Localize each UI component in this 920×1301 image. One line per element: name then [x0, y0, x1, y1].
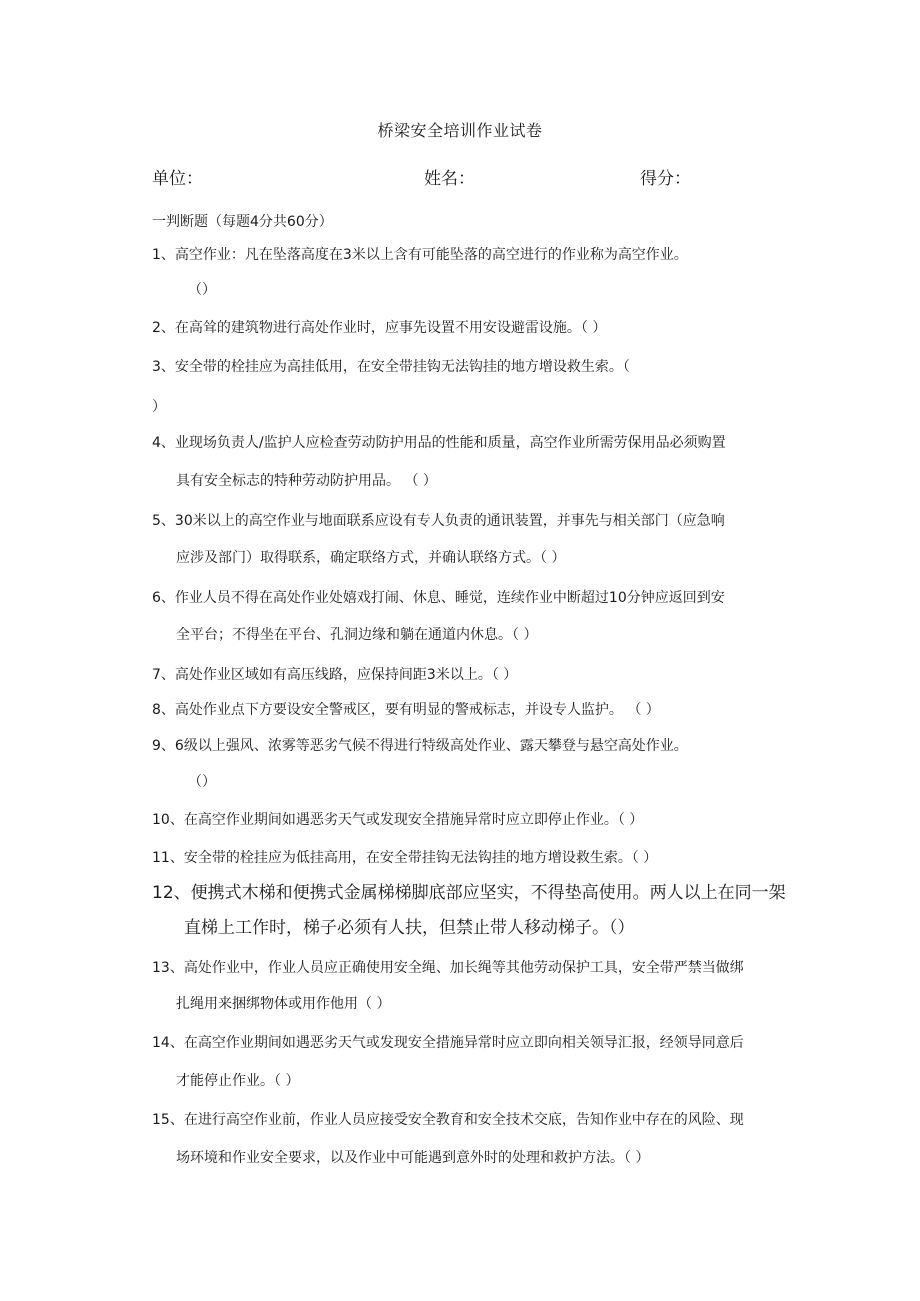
question-12-cont: 直梯上工作时，梯子必须有人扶，但禁止带人移动梯子。（）	[184, 918, 635, 938]
name-label: 姓名：	[424, 169, 475, 189]
question-1: 1、高空作业：凡在坠落高度在3米以上含有可能坠落的高空进行的作业称为高空作业。	[152, 247, 688, 263]
question-8: 8、高处作业点下方要设安全警戒区，要有明显的警戒标志，并设专人监护。 （ ）	[152, 702, 660, 718]
question-3-answer: ）	[152, 399, 166, 415]
question-3: 3、安全带的栓挂应为高挂低用，在安全带挂钩无法钩挂的地方增设救生索。（	[152, 359, 630, 375]
unit-label: 单位：	[152, 169, 203, 189]
question-15: 15、在进行高空作业前，作业人员应接受安全教育和安全技术交底，告知作业中存在的风险、现	[152, 1112, 744, 1128]
question-11: 11、安全带的栓挂应为低挂高用，在安全带挂钩无法钩挂的地方增设救生索。（ ）	[152, 850, 658, 866]
question-12: 12、便携式木梯和便携式金属梯梯脚底部应坚实，不得垫高使用。两人以上在同一架	[152, 883, 786, 903]
question-4: 4、业现场负责人/监护人应检查劳动防护用品的性能和质量，高空作业所需劳保用品必须购置	[152, 435, 726, 451]
question-7: 7、高处作业区域如有高压线路，应保持间距3米以上。（ ）	[152, 667, 518, 683]
question-6: 6、作业人员不得在高处作业处嬉戏打闹、休息、睡觉，连续作业中断超过10分钟应返回到安	[152, 590, 725, 606]
question-13-cont: 扎绳用来捆绑物体或用作他用（ ）	[176, 996, 391, 1012]
page-title: 桥梁安全培训作业试卷	[377, 121, 543, 140]
section-heading: 一判断题（每题4分共60分）	[152, 214, 333, 230]
question-1-answer: （）	[188, 282, 216, 298]
score-label: 得分：	[640, 169, 691, 189]
question-4-cont: 具有安全标志的特种劳动防护用品。 （ ）	[176, 473, 437, 489]
question-10: 10、在高空作业期间如遇恶劣天气或发现安全措施异常时应立即停止作业。（ ）	[152, 812, 644, 828]
question-13: 13、高处作业中，作业人员应正确使用安全绳、加长绳等其他劳动保护工具，安全带严禁当做绑	[152, 960, 744, 976]
question-15-cont: 场环境和作业安全要求，以及作业中可能遇到意外时的处理和救护方法。（ ）	[176, 1150, 650, 1166]
question-14: 14、在高空作业期间如遇恶劣天气或发现安全措施异常时应立即向相关领导汇报，经领导同意后	[152, 1035, 744, 1051]
question-5: 5、30米以上的高空作业与地面联系应设有专人负责的通讯装置，并事先与相关部门（应急响	[152, 513, 725, 529]
question-2: 2、在高耸的建筑物进行高处作业时，应事先设置不用安设避雷设施。（ ）	[152, 320, 607, 336]
question-9: 9、6级以上强风、浓雾等恶劣气候不得进行特级高处作业、露天攀登与悬空高处作业。	[152, 738, 688, 754]
question-14-cont: 才能停止作业。（ ）	[176, 1073, 300, 1089]
question-6-cont: 全平台；不得坐在平台、孔洞边缘和躺在通道内休息。（ ）	[176, 627, 538, 643]
question-9-answer: （）	[188, 774, 216, 790]
question-5-cont: 应涉及部门）取得联系，确定联络方式，并确认联络方式。（ ）	[176, 550, 566, 566]
